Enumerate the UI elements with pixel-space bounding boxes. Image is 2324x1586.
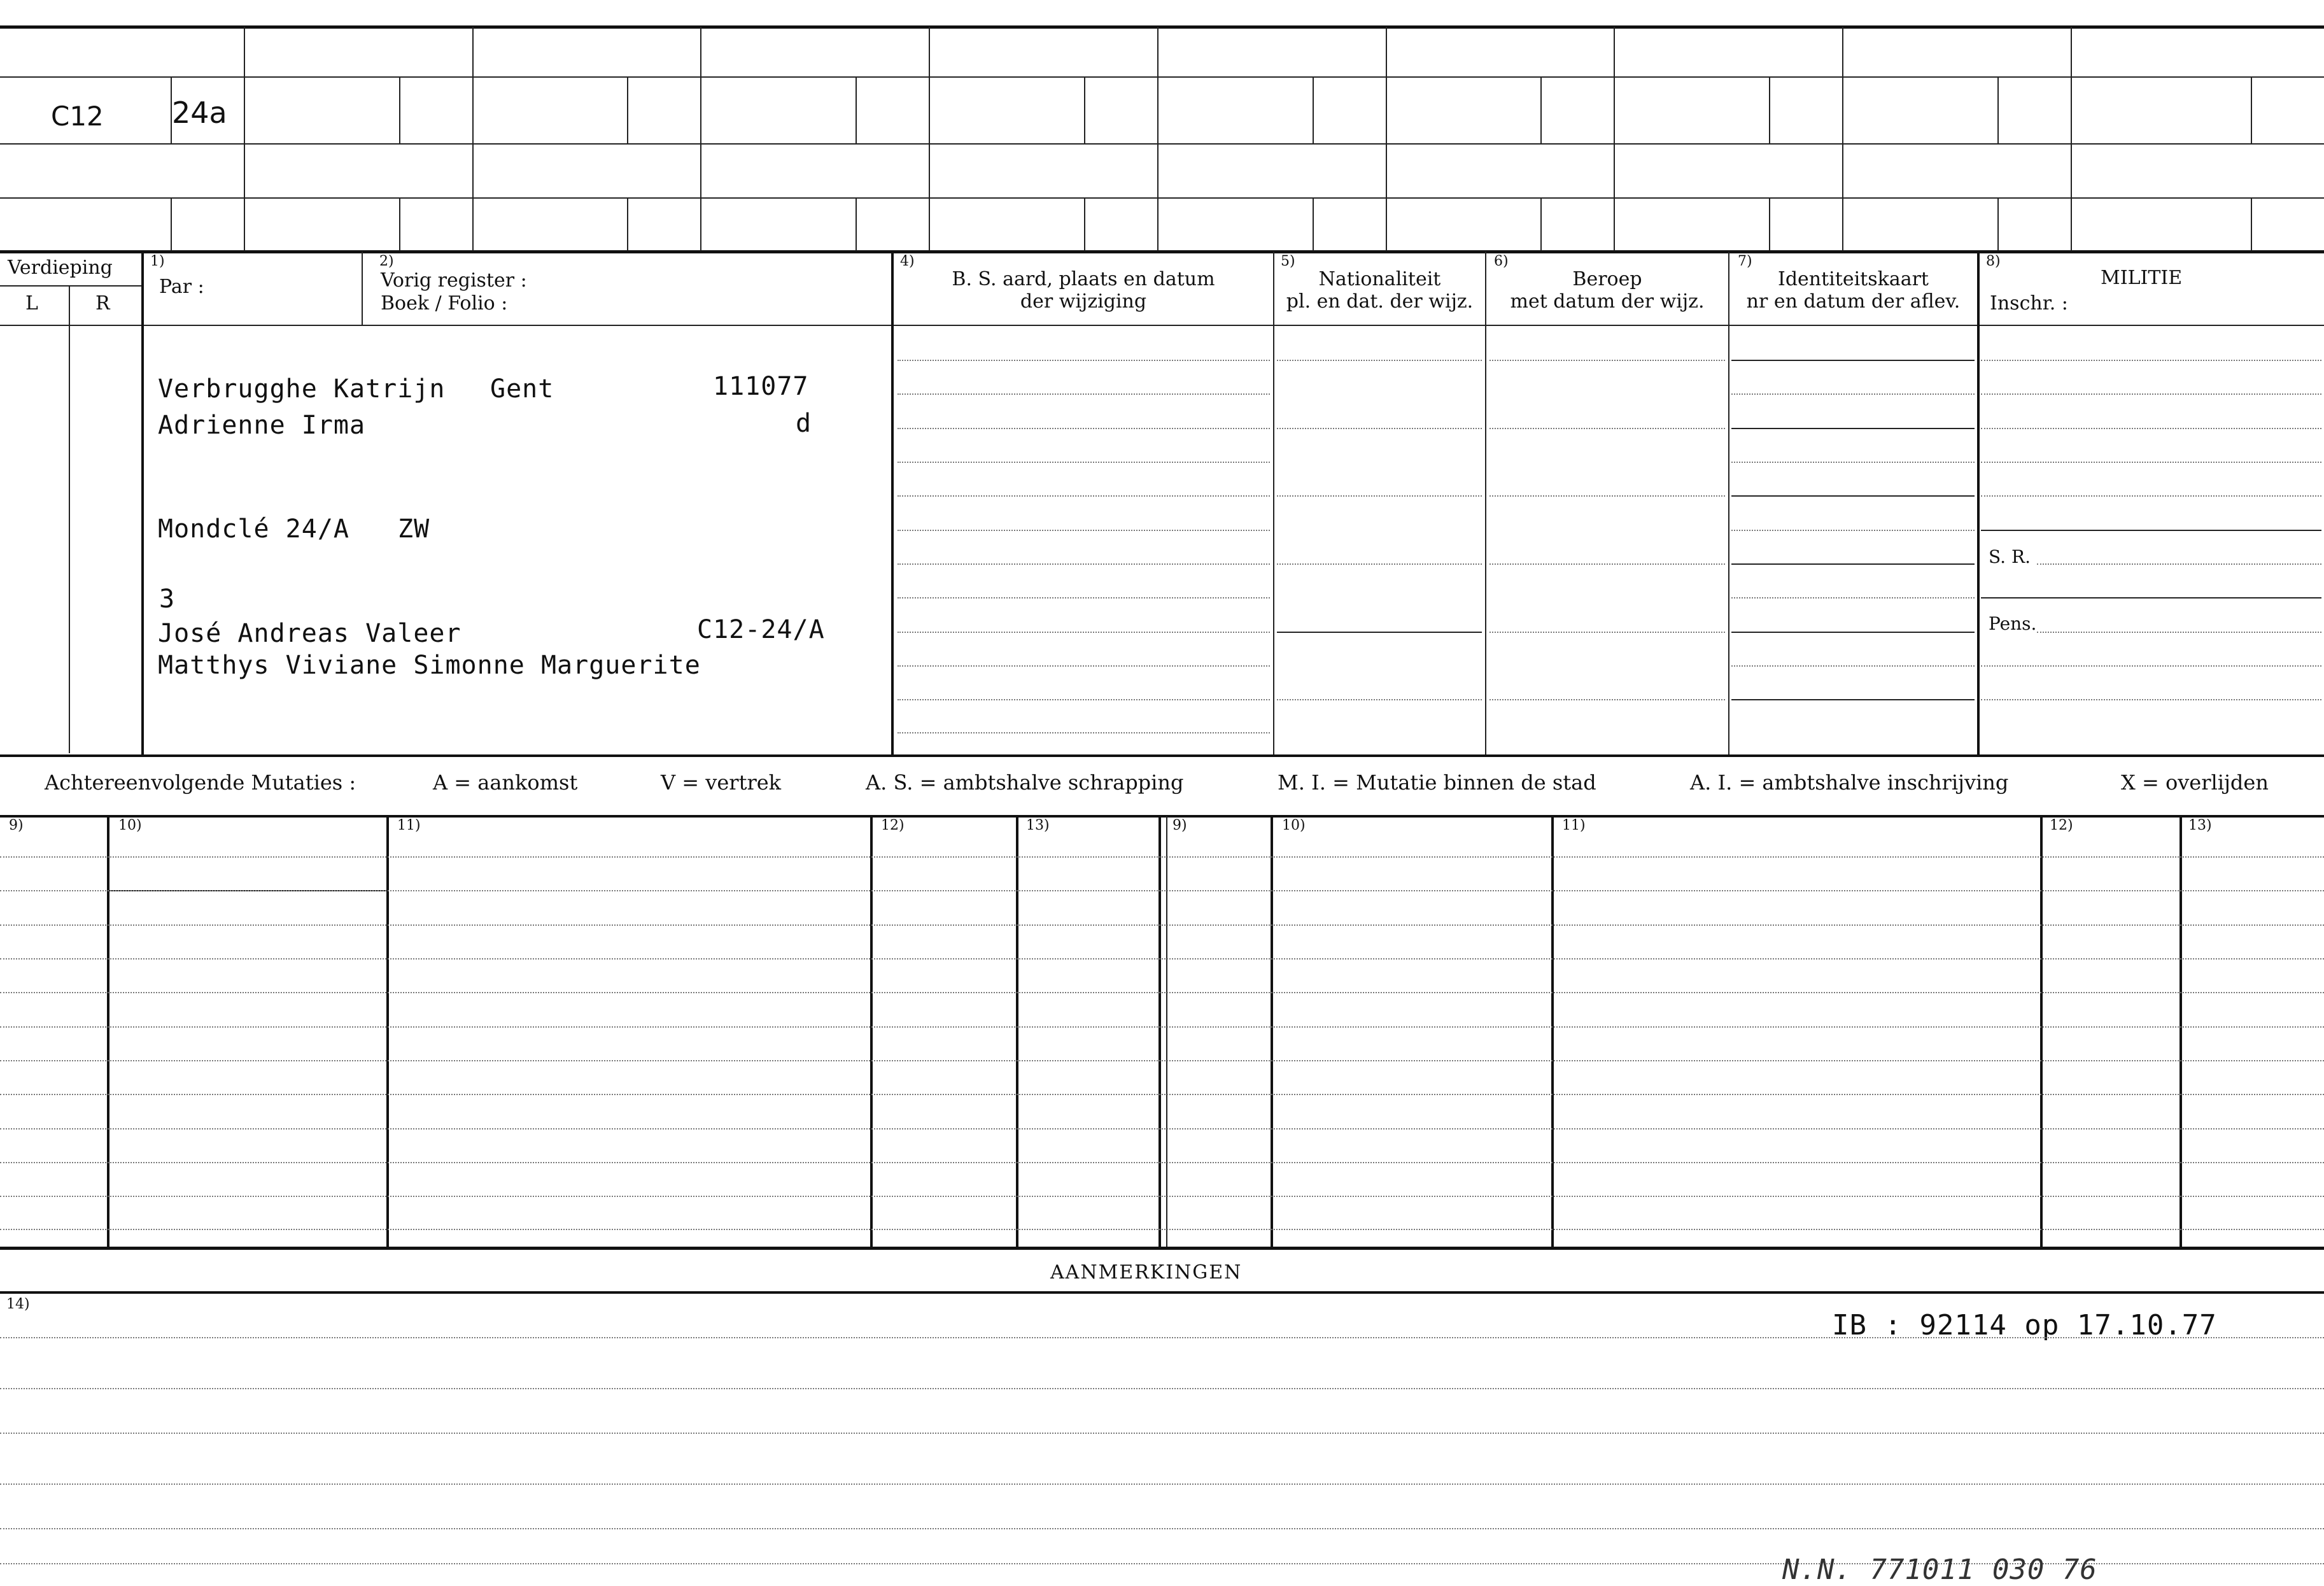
person-birth-place: Gent — [490, 374, 554, 404]
mut-col — [1158, 816, 1161, 1247]
bs-dotted-line — [898, 360, 1270, 361]
col-divider-militie — [1977, 251, 1980, 754]
top-grid-col — [1614, 27, 1615, 251]
person-birth-date: 111077 — [713, 372, 809, 401]
num-2: 2) — [379, 253, 394, 269]
main-grid-bottom — [0, 754, 2324, 757]
top-grid-subcol — [627, 197, 628, 251]
beroep-header — [1486, 269, 1728, 313]
bs-dotted-line — [898, 632, 1270, 633]
bs-dotted-line — [898, 462, 1270, 463]
nat-header-line2: pl. en dat. der wijz. — [1286, 290, 1474, 313]
l-label: L — [25, 292, 38, 315]
top-grid-subcol — [1313, 197, 1314, 251]
mutaties-title: Achtereenvolgende Mutaties : — [45, 770, 356, 795]
legend-inschrijving: A. I. = ambtshalve inschrijving — [1690, 770, 2009, 795]
militie-dotted-line — [1981, 393, 2321, 395]
mut-col-11-left: 11) — [397, 818, 421, 833]
boek-folio-label: Boek / Folio : — [381, 292, 508, 315]
mut-row-line — [0, 856, 2324, 858]
top-grid-col — [2071, 27, 2072, 251]
top-grid-col — [1842, 27, 1843, 251]
header-row-bottom — [0, 325, 2324, 326]
mut-col — [1551, 816, 1554, 1247]
person-number: 3 — [159, 584, 176, 614]
top-grid-subcol — [1540, 76, 1542, 143]
mut-col — [2040, 816, 2043, 1247]
mut-col-9-left: 9) — [9, 818, 24, 833]
militie-dotted-line — [1981, 699, 2321, 700]
nat-dotted-line — [1277, 428, 1482, 429]
top-grid-subcol — [1997, 197, 1999, 251]
militie-solid-line — [1981, 597, 2321, 598]
top-border — [0, 25, 2324, 29]
mut-col-12-right: 12) — [2050, 818, 2073, 833]
top-grid-col — [1157, 27, 1158, 251]
par-label: Par : — [159, 276, 204, 298]
code-24a: 24a — [172, 96, 227, 130]
num-4: 4) — [900, 253, 915, 269]
remark-line — [0, 1528, 2324, 1529]
militie-dotted-line — [2037, 632, 2321, 633]
sr-label: S. R. — [1989, 546, 2031, 567]
col-divider-bs — [891, 251, 894, 754]
mut-col — [870, 816, 873, 1247]
vorig-register-label: Vorig register : — [381, 269, 527, 292]
beroep-dotted-line — [1489, 428, 1725, 429]
col-divider-beroep — [1485, 251, 1486, 754]
bs-dotted-line — [898, 597, 1270, 598]
person-name-line2: Adrienne Irma — [158, 411, 366, 440]
nat-solid-line — [1277, 632, 1482, 633]
top-grid-row-3 — [0, 197, 2324, 199]
bs-dotted-line — [898, 428, 1270, 429]
mut-col — [386, 816, 389, 1247]
top-grid-subcol — [1769, 76, 1770, 143]
bs-dotted-line — [898, 699, 1270, 700]
col-divider-nat — [1273, 251, 1274, 754]
nat-header-line1: Nationaliteit — [1318, 268, 1441, 290]
r-label: R — [95, 292, 110, 315]
pens-label: Pens. — [1989, 613, 2037, 634]
bs-dotted-line — [898, 665, 1270, 667]
person-address: Mondclé 24/A — [158, 514, 349, 544]
verdieping-divider — [0, 285, 141, 287]
bs-dotted-line — [898, 393, 1270, 395]
mut-col-12-left: 12) — [881, 818, 905, 833]
top-grid-col — [1386, 27, 1387, 251]
top-grid-subcol — [2251, 76, 2252, 143]
top-grid-bottom — [0, 250, 2324, 253]
legend-vertrek: V = vertrek — [661, 770, 782, 795]
aanmerkingen-title: AANMERKINGEN — [1050, 1261, 1243, 1284]
mut-row-line — [0, 1128, 2324, 1129]
militie-label: MILITIE — [2101, 267, 2183, 289]
mut-row-line — [0, 958, 2324, 959]
top-grid-col — [244, 27, 245, 251]
ib-note: IB : 92114 op 17.10.77 — [1832, 1309, 2217, 1342]
id-dotted-line — [1731, 462, 1975, 463]
num-6: 6) — [1494, 253, 1509, 269]
top-grid-row-2 — [0, 143, 2324, 145]
mut-row-line — [0, 1162, 2324, 1163]
top-grid-subcol — [1769, 197, 1770, 251]
aanmerkingen-top — [0, 1291, 2324, 1294]
num-1: 1) — [150, 253, 165, 269]
mut-col — [1166, 816, 1167, 1247]
id-header-line1: Identiteitskaart — [1778, 268, 1929, 290]
mut-row-line — [0, 1026, 2324, 1028]
remark-line — [0, 1483, 2324, 1485]
id-solid-line — [1731, 428, 1975, 429]
mut-col — [1271, 816, 1273, 1247]
legend-aankomst: A = aankomst — [433, 770, 578, 795]
mut-row-line — [0, 1229, 2324, 1230]
person-name-line1: Verbrugghe Katrijn — [158, 374, 446, 404]
person-sex: d — [796, 409, 812, 438]
id-header-line2: nr en datum der aflev. — [1746, 290, 1961, 313]
id-dotted-line — [1731, 597, 1975, 598]
mut-col-11-right: 11) — [1562, 818, 1586, 833]
remark-line — [0, 1433, 2324, 1434]
militie-dotted-line — [1981, 462, 2321, 463]
mut-row-line — [0, 1094, 2324, 1095]
top-grid-row-1 — [0, 76, 2324, 78]
bs-dotted-line — [898, 563, 1270, 565]
mut-col — [2180, 816, 2182, 1247]
code-c12: C12 — [51, 101, 104, 132]
person-ref: C12-24/A — [697, 615, 825, 644]
militie-dotted-line — [2037, 563, 2321, 565]
top-grid-subcol — [399, 76, 400, 143]
top-grid-subcol — [1997, 76, 1999, 143]
beroep-dotted-line — [1489, 563, 1725, 565]
id-solid-line — [1731, 495, 1975, 497]
beroep-header-line2: met datum der wijz. — [1510, 290, 1705, 313]
num-7: 7) — [1738, 253, 1752, 269]
id-solid-line — [1731, 360, 1975, 361]
nat-dotted-line — [1277, 360, 1482, 361]
top-grid-subcol — [1540, 197, 1542, 251]
top-grid-subcol — [2251, 197, 2252, 251]
top-grid-subcol — [399, 197, 400, 251]
militie-dotted-line — [1981, 495, 2321, 497]
mut-col-9-right: 9) — [1173, 818, 1187, 833]
id-dotted-line — [1731, 530, 1975, 531]
nat-header — [1274, 269, 1485, 313]
beroep-header-line1: Beroep — [1572, 268, 1642, 290]
beroep-dotted-line — [1489, 632, 1725, 633]
beroep-dotted-line — [1489, 495, 1725, 497]
verdieping-label: Verdieping — [8, 257, 113, 279]
remark-line — [0, 1388, 2324, 1389]
top-grid-subcol — [856, 76, 857, 143]
mut-row-line — [0, 1060, 2324, 1061]
bs-dotted-line — [898, 495, 1270, 497]
mut-col — [1016, 816, 1018, 1247]
person-mother: Matthys Viviane Simonne Marguerite — [158, 651, 701, 680]
person-father: José Andreas Valeer — [158, 619, 461, 648]
bs-dotted-line — [898, 530, 1270, 531]
nat-dotted-line — [1277, 563, 1482, 565]
mutaties-top — [0, 815, 2324, 818]
legend-overlijden: X = overlijden — [2121, 770, 2269, 795]
mut-row-line — [0, 992, 2324, 993]
top-grid-subcol — [1084, 76, 1085, 143]
id-solid-line — [1731, 699, 1975, 700]
col-divider-verdieping — [141, 251, 144, 754]
militie-solid-line — [1981, 530, 2321, 531]
nat-dotted-line — [1277, 699, 1482, 700]
top-grid-col — [700, 27, 701, 251]
id-solid-line — [1731, 632, 1975, 633]
top-grid-subcol — [627, 76, 628, 143]
beroep-dotted-line — [1489, 699, 1725, 700]
num-14: 14) — [6, 1296, 30, 1312]
lr-divider — [69, 285, 70, 753]
remark-line — [0, 1337, 2324, 1338]
mut-col — [107, 816, 109, 1247]
col-divider-id — [1728, 251, 1729, 754]
mutaties-bottom — [0, 1247, 2324, 1250]
id-dotted-line — [1731, 665, 1975, 667]
top-grid-col — [929, 27, 930, 251]
top-grid-col — [472, 27, 474, 251]
nat-dotted-line — [1277, 495, 1482, 497]
mut-col-10-right: 10) — [1282, 818, 1306, 833]
num-5: 5) — [1281, 253, 1295, 269]
bs-header-line1: B. S. aard, plaats en datum — [952, 268, 1215, 290]
mut-row-line — [0, 890, 2324, 891]
num-8: 8) — [1986, 253, 2001, 269]
id-dotted-line — [1731, 393, 1975, 395]
mut-col-10-left: 10) — [118, 818, 142, 833]
beroep-dotted-line — [1489, 360, 1725, 361]
mut-row-line — [0, 1196, 2324, 1197]
bs-header-line2: der wijziging — [1020, 290, 1147, 313]
inschr-label: Inschr. : — [1990, 292, 2068, 315]
id-header — [1729, 269, 1977, 313]
top-grid-subcol — [1084, 197, 1085, 251]
col-divider-par — [362, 251, 363, 325]
bs-dotted-line — [898, 732, 1270, 733]
mut-col-13-right: 13) — [2188, 818, 2212, 833]
militie-dotted-line — [1981, 428, 2321, 429]
militie-dotted-line — [1981, 360, 2321, 361]
mut-col-13-left: 13) — [1026, 818, 1050, 833]
top-grid-subcol — [856, 197, 857, 251]
legend-mutatie: M. I. = Mutatie binnen de stad — [1278, 770, 1596, 795]
bs-header — [894, 269, 1273, 313]
militie-dotted-line — [1981, 665, 2321, 667]
id-solid-line — [1731, 563, 1975, 565]
person-status: ZW — [398, 514, 430, 544]
top-grid-subcol — [1313, 76, 1314, 143]
footer-stamp: N.N. 771011 030 76 — [1782, 1554, 2097, 1586]
legend-schrapping: A. S. = ambtshalve schrapping — [866, 770, 1184, 795]
mut-row-line — [0, 924, 2324, 926]
top-grid-subcol — [171, 197, 172, 251]
